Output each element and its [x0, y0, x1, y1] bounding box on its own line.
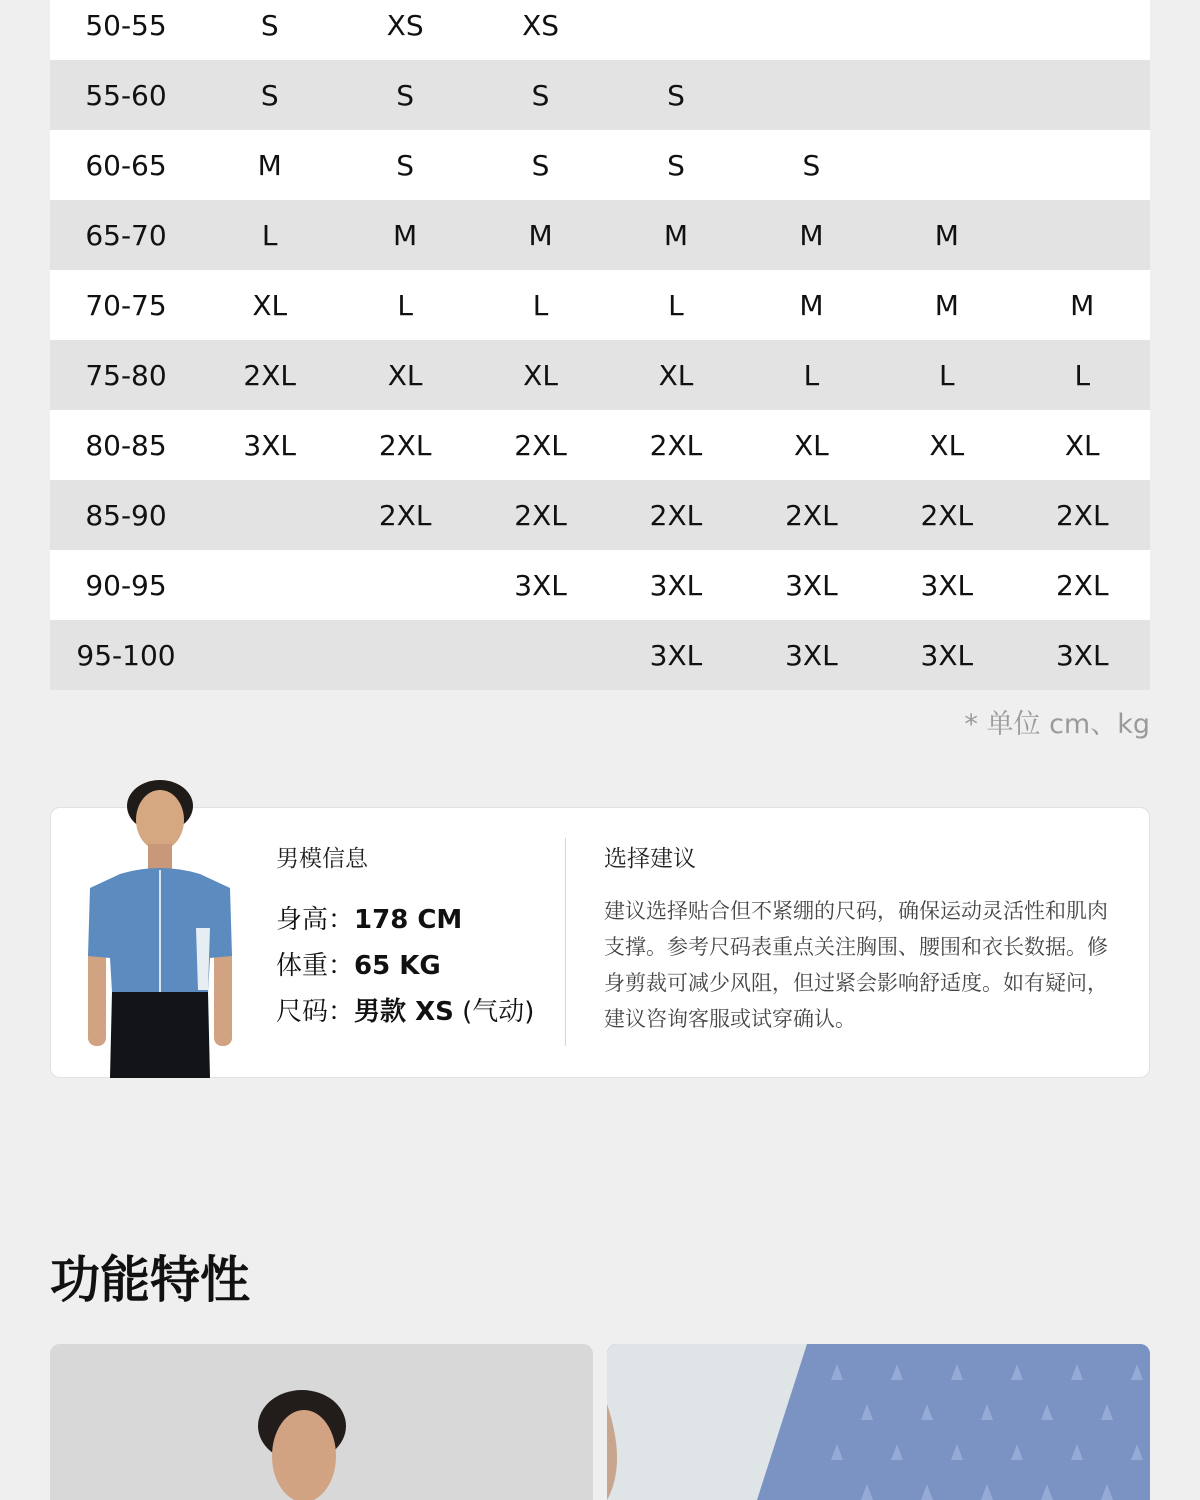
- feature-image-model: [50, 1344, 593, 1500]
- size-cell: M: [934, 288, 959, 322]
- size-row: [50, 620, 1150, 690]
- size-row: [50, 340, 1150, 410]
- size-cell: XL: [387, 358, 423, 392]
- size-cell: XL: [794, 428, 829, 462]
- model-photo: [80, 778, 240, 1078]
- feature-image-fabric: [607, 1344, 1150, 1500]
- model-portrait-image: [50, 1344, 593, 1500]
- size-cell: L: [397, 288, 413, 322]
- size-cell: XL: [929, 428, 965, 462]
- model-info: [276, 840, 534, 1035]
- size-cell: [202, 550, 337, 620]
- size-cell: [744, 60, 879, 130]
- size-cell: 2XL: [514, 428, 567, 462]
- size-row-range: 60-65: [85, 148, 167, 182]
- size-cell: 2XL: [1055, 498, 1109, 532]
- size-cell: XL: [252, 288, 288, 322]
- size-row: [50, 550, 1150, 620]
- size-cell: M: [257, 148, 282, 182]
- size-row: [50, 130, 1150, 200]
- size-cell: XL: [658, 358, 694, 392]
- size-cell: M: [799, 288, 824, 322]
- unit-note: * 单位 cm、kg: [964, 709, 1150, 740]
- size-row-range: 85-90: [85, 498, 167, 532]
- size-cell: L: [1074, 358, 1091, 392]
- size-cell: S: [531, 148, 550, 182]
- size-cell: 3XL: [649, 568, 703, 602]
- size-cell: 3XL: [785, 638, 838, 672]
- fabric-closeup-image: [607, 1344, 1150, 1500]
- size-row-range: 50-55: [85, 8, 167, 42]
- size-cell: M: [1070, 288, 1095, 322]
- size-row-range: 90-95: [85, 568, 167, 602]
- size-advice-body: 建议选择贴合但不紧绷的尺码，确保运动灵活性和肌肉支撑。参考尺码表重点关注胸围、腰围和衣长数据。修身剪裁可减少风阻，但过紧会影响舒适度。如有疑问，建议咨询客服或试穿确认。: [604, 899, 1108, 1031]
- size-cell: [879, 60, 1014, 130]
- model-weight-label: 体重：: [276, 951, 355, 981]
- size-cell: M: [934, 218, 959, 252]
- card-divider: [565, 838, 566, 1046]
- size-cell: 2XL: [243, 358, 297, 392]
- size-cell: 2XL: [1055, 568, 1109, 602]
- model-height-value: 178 CM: [354, 905, 463, 935]
- size-cell: 3XL: [920, 568, 974, 602]
- size-cell: S: [531, 78, 550, 112]
- size-cell: 2XL: [785, 498, 838, 532]
- size-cell: [1015, 200, 1150, 270]
- size-cell: S: [396, 78, 415, 112]
- size-cell: [1015, 60, 1150, 130]
- size-cell: L: [261, 218, 278, 252]
- size-cell: M: [799, 218, 824, 252]
- size-row: [50, 60, 1150, 130]
- size-cell: [1015, 0, 1150, 60]
- size-cell: S: [260, 8, 279, 42]
- size-cell: 2XL: [920, 498, 974, 532]
- size-cell: [337, 620, 472, 690]
- size-advice: [604, 840, 1119, 1037]
- size-cell: S: [396, 148, 415, 182]
- size-cell: 2XL: [378, 498, 432, 532]
- model-size-suffix: (气动): [453, 997, 535, 1027]
- size-cell: [202, 480, 337, 550]
- size-cell: 2XL: [649, 428, 703, 462]
- size-cell: 2XL: [378, 428, 432, 462]
- size-cell: XS: [386, 8, 424, 42]
- size-cell: 3XL: [243, 428, 297, 462]
- size-cell: [473, 620, 608, 690]
- size-cell: 3XL: [785, 568, 838, 602]
- size-cell: M: [663, 218, 689, 252]
- features-title: 功能特性: [50, 1251, 250, 1309]
- size-cell: 3XL: [920, 638, 974, 672]
- model-weight: [276, 943, 534, 989]
- size-cell: [337, 550, 472, 620]
- size-cell: L: [803, 358, 820, 392]
- size-row: [50, 0, 1150, 60]
- model-height: [276, 897, 534, 943]
- model-weight-value: 65 KG: [354, 951, 441, 981]
- size-cell: 2XL: [514, 498, 567, 532]
- size-cell: [202, 620, 337, 690]
- size-advice-heading: 选择建议: [604, 846, 696, 872]
- size-row-range: 80-85: [85, 428, 167, 462]
- size-cell: 3XL: [1055, 638, 1109, 672]
- size-cell: XS: [522, 8, 560, 42]
- size-cell: [608, 0, 743, 60]
- size-cell: M: [528, 218, 553, 252]
- size-cell: L: [939, 358, 955, 392]
- size-cell: [1015, 130, 1150, 200]
- size-row-range: 70-75: [85, 288, 167, 322]
- size-cell: S: [667, 148, 685, 182]
- size-cell: [879, 130, 1014, 200]
- size-cell: XL: [523, 358, 558, 392]
- size-cell: S: [667, 78, 685, 112]
- size-cell: 3XL: [514, 568, 567, 602]
- model-height-label: 身高：: [276, 905, 355, 935]
- model-info-heading: 男模信息: [276, 846, 368, 872]
- size-row-range: 95-100: [76, 638, 176, 672]
- model-size-label: 尺码：: [276, 997, 355, 1027]
- size-row-range: 55-60: [85, 78, 167, 112]
- model-size: [276, 989, 534, 1035]
- model-size-value: 男款 XS: [354, 997, 454, 1027]
- size-cell: [744, 0, 879, 60]
- size-cell: 2XL: [649, 498, 703, 532]
- size-chart-table: [50, 0, 1150, 690]
- size-row: [50, 480, 1150, 550]
- size-row: [50, 410, 1150, 480]
- size-cell: 3XL: [649, 638, 703, 672]
- size-cell: M: [393, 218, 418, 252]
- size-row-range: 65-70: [85, 218, 167, 252]
- size-row: [50, 270, 1150, 340]
- size-cell: S: [260, 78, 279, 112]
- size-row: [50, 200, 1150, 270]
- size-cell: S: [802, 148, 821, 182]
- size-cell: L: [668, 288, 684, 322]
- size-cell: [879, 0, 1014, 60]
- size-row-range: 75-80: [85, 358, 167, 392]
- size-cell: XL: [1064, 428, 1100, 462]
- size-cell: L: [532, 288, 549, 322]
